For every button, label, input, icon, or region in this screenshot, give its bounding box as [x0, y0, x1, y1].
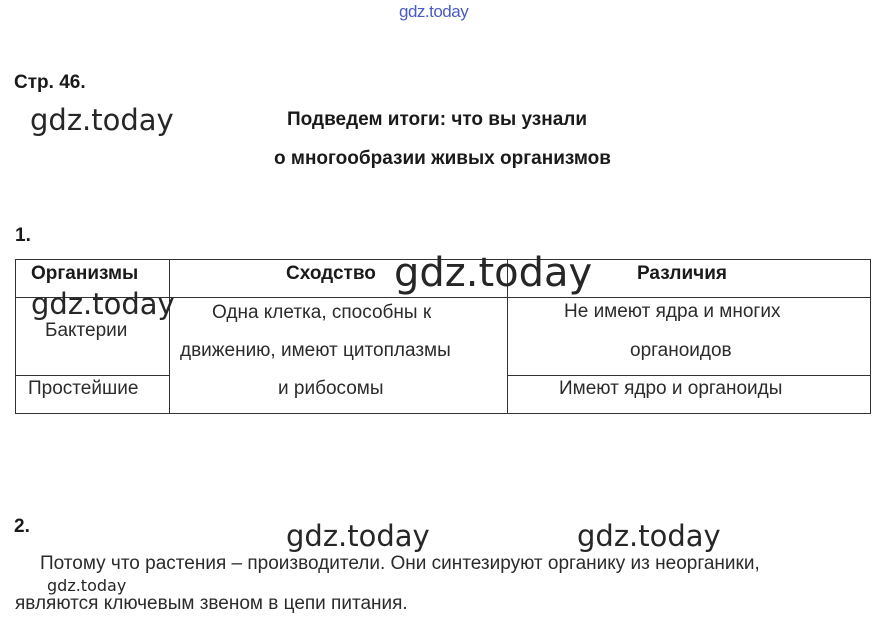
table-cell-similarity-line-3: и рибосомы: [278, 378, 384, 399]
table-cell-difference-bacteria-line-2: органоидов: [630, 340, 732, 361]
table-cell-similarity-line-1: Одна клетка, способны к: [212, 302, 432, 323]
table-header-organisms: Организмы: [31, 263, 139, 284]
table-cell-organism-bacteria: Бактерии: [45, 320, 128, 341]
watermark-answer-small: gdz.today: [47, 576, 127, 595]
section-title-line-2: о многообразии живых организмов: [274, 148, 611, 169]
table-header-differences: Различия: [637, 263, 727, 284]
watermark-answer-left: gdz.today: [286, 519, 430, 553]
watermark-top: gdz.today: [399, 2, 469, 21]
table-cell-organism-protozoa: Простейшие: [28, 378, 139, 399]
table-column-divider-1: [169, 259, 170, 414]
table-border-bottom: [15, 413, 871, 414]
table-cell-difference-bacteria-line-1: Не имеют ядра и многих: [564, 301, 781, 322]
table-row-divider-differences: [507, 375, 871, 376]
table-border-right: [870, 259, 871, 414]
section-title-line-1: Подведем итоги: что вы узнали: [287, 109, 588, 130]
table-row-divider-organisms: [15, 375, 170, 376]
question-2-number: 2.: [14, 516, 30, 537]
page-number: Стр. 46.: [14, 72, 86, 93]
table-cell-similarity-line-2: движению, имеют цитоплазмы: [180, 340, 451, 361]
watermark-header: gdz.today: [30, 103, 174, 137]
question-1-number: 1.: [15, 225, 31, 246]
watermark-answer-right: gdz.today: [577, 519, 721, 553]
table-cell-difference-protozoa: Имеют ядро и органоиды: [559, 378, 783, 399]
table-header-similarity: Сходство: [286, 263, 376, 284]
answer-2-line-1: Потому что растения – производители. Они синтезируют органику из неорганики,: [40, 553, 760, 574]
answer-2-line-2: являются ключевым звеном в цепи питания.: [15, 593, 408, 614]
watermark-table-large: gdz.today: [394, 250, 593, 296]
watermark-table-small: gdz.today: [31, 287, 175, 321]
table-border-left: [15, 259, 16, 414]
